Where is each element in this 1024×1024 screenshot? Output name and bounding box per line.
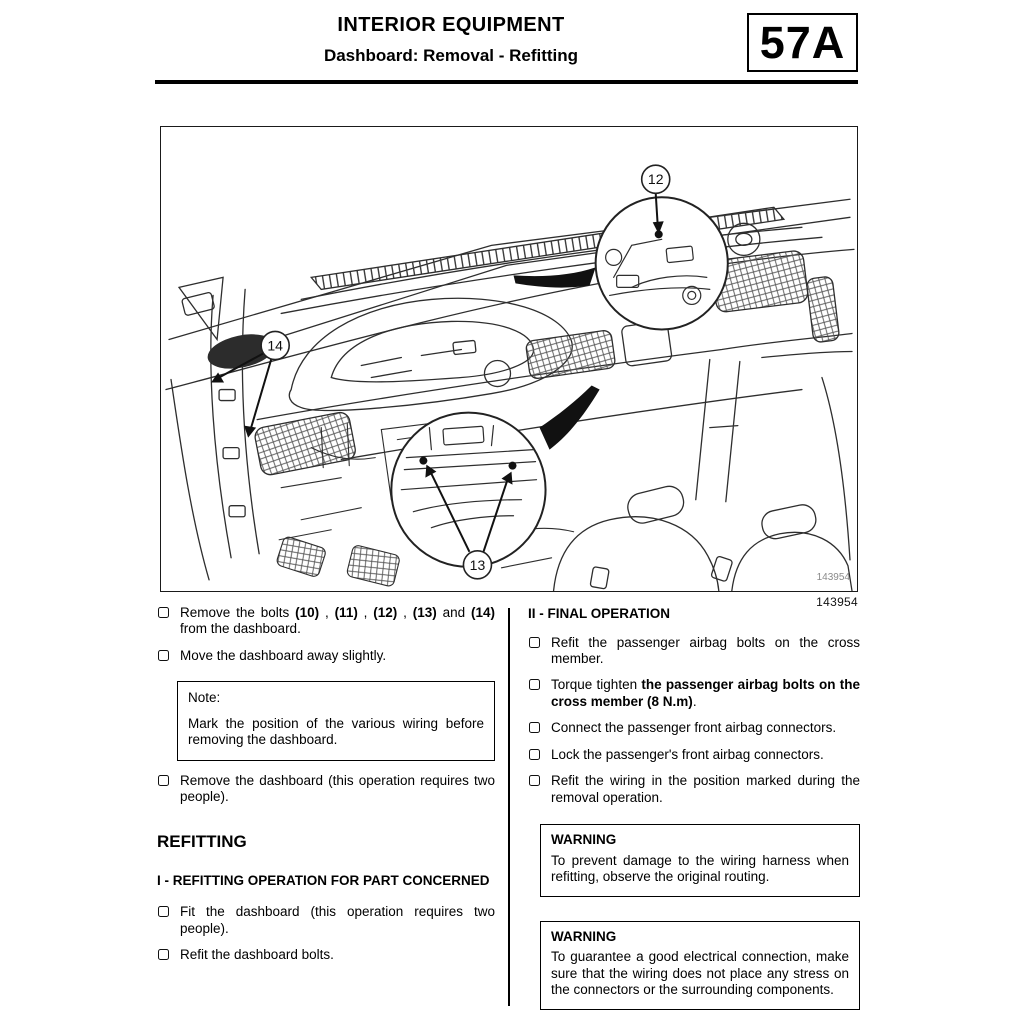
step-refit-wiring: Refit the wiring in the position marked during the removal operation. bbox=[528, 773, 860, 806]
step-move-dashboard: Move the dashboard away slightly. bbox=[157, 648, 495, 664]
step-refit-airbag-bolts: Refit the passenger airbag bolts on the cross member. bbox=[528, 635, 860, 668]
step-refit-bolts: Refit the dashboard bolts. bbox=[157, 947, 495, 963]
final-operation-steps bbox=[528, 635, 860, 807]
step-remove-bolts: Remove the bolts (10) , (11) , (12) , (13) and (14) from the dashboard. bbox=[157, 605, 495, 638]
callout-13-label: 13 bbox=[469, 556, 486, 573]
callout-14-label: 14 bbox=[267, 337, 283, 354]
page-subtitle: Dashboard: Removal - Refitting bbox=[323, 46, 579, 65]
page-header bbox=[155, 14, 747, 66]
left-column bbox=[157, 605, 495, 973]
removal-steps-continued bbox=[157, 773, 495, 806]
arrow-wedge-12 bbox=[514, 267, 596, 287]
warning-1-body: To prevent damage to the wiring harness when refitting, observe the original routing. bbox=[551, 852, 849, 885]
warning-2-body: To guarantee a good electrical connection, make sure that the wiring does not place any stress on the connectors or the surrounding components. bbox=[551, 949, 849, 998]
warning-box-1 bbox=[540, 824, 860, 896]
refitting-steps bbox=[157, 904, 495, 963]
note-box bbox=[177, 681, 495, 760]
warning-1-title: WARNING bbox=[551, 832, 617, 848]
page-title: INTERIOR EQUIPMENT bbox=[337, 14, 565, 36]
figure-watermark: 143954 bbox=[816, 571, 850, 583]
header-divider bbox=[155, 80, 858, 84]
step-connect-airbag: Connect the passenger front airbag connectors. bbox=[528, 720, 860, 736]
arrow-wedge-13 bbox=[540, 386, 600, 450]
refitting-heading: REFITTING bbox=[157, 831, 247, 851]
section-1-heading: I - REFITTING OPERATION FOR PART CONCERNED bbox=[157, 873, 490, 889]
callout-12-label: 12 bbox=[647, 171, 664, 188]
figure-number: 143954 bbox=[816, 595, 858, 609]
bolt-13-left bbox=[419, 457, 427, 465]
warning-2-title: WARNING bbox=[551, 928, 617, 944]
column-divider bbox=[508, 608, 510, 1006]
note-body: Mark the position of the various wiring before removing the dashboard. bbox=[188, 715, 484, 748]
detail-circle-13 bbox=[391, 386, 599, 579]
warning-box-2 bbox=[540, 921, 860, 1010]
step-remove-dashboard: Remove the dashboard (this operation requires two people). bbox=[157, 773, 495, 806]
section-code: 57A bbox=[759, 16, 846, 68]
section-2-heading: II - FINAL OPERATION bbox=[528, 606, 671, 621]
bolt-13-right bbox=[508, 462, 516, 470]
note-title: Note: bbox=[188, 690, 221, 706]
section-code-box bbox=[747, 13, 858, 72]
seats-and-pillar bbox=[554, 360, 852, 591]
right-column bbox=[528, 605, 860, 1022]
step-torque-tighten: Torque tighten the passenger airbag bolts on the cross member (8 N.m). bbox=[528, 677, 860, 710]
removal-steps bbox=[157, 605, 495, 664]
step-lock-airbag: Lock the passenger's front airbag connectors. bbox=[528, 747, 860, 763]
step-fit-dashboard: Fit the dashboard (this operation requires two people). bbox=[157, 904, 495, 937]
dashboard-figure bbox=[160, 126, 858, 592]
dashboard-line-drawing bbox=[161, 127, 857, 591]
